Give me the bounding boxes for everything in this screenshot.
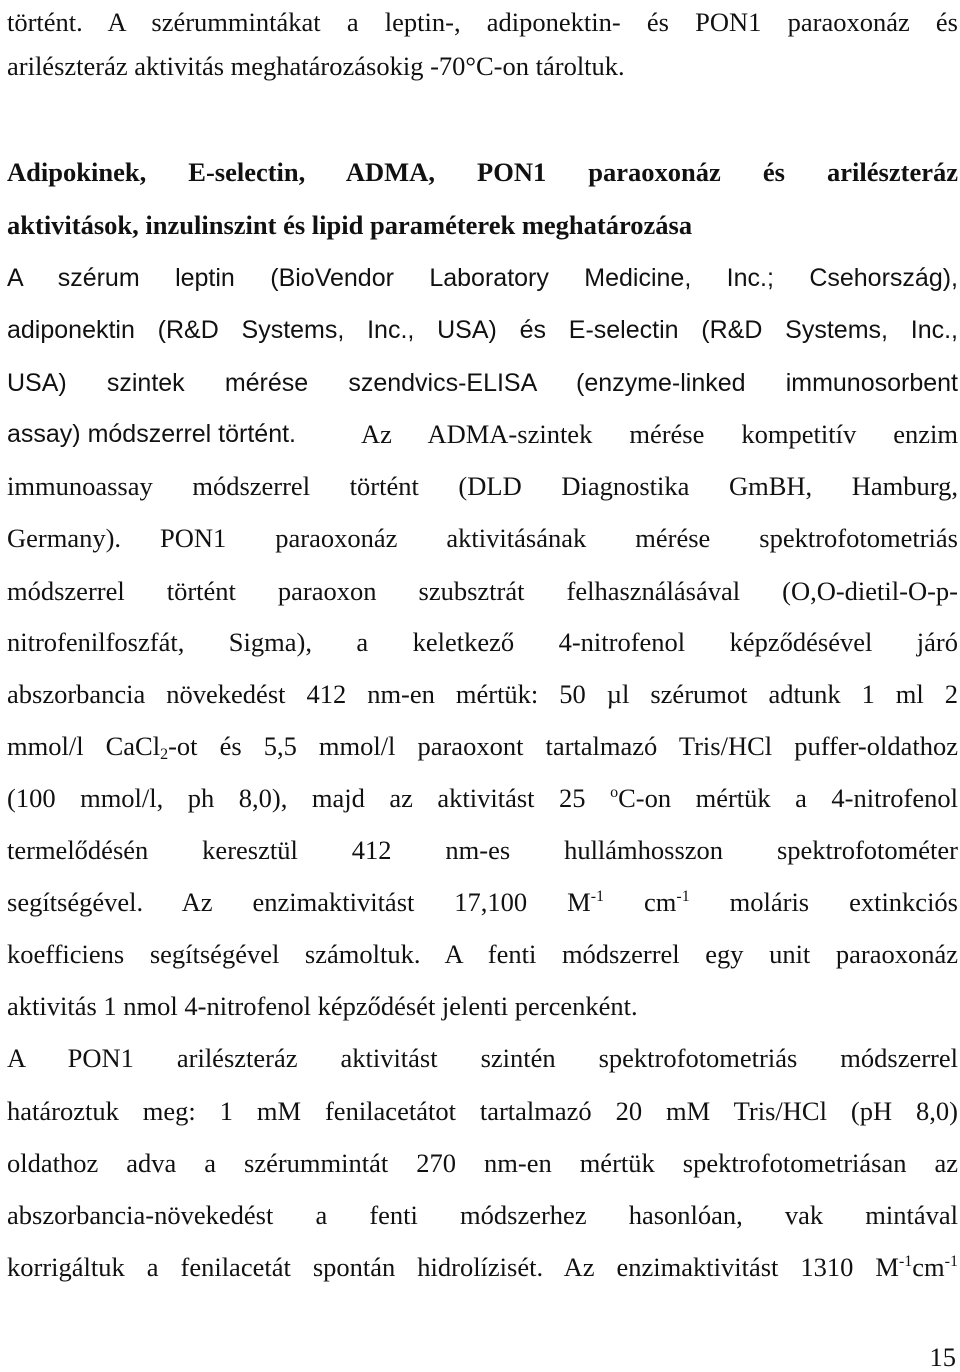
para1-line-4: assay) módszerrel történt.	[7, 420, 296, 448]
para3-line-6-end: C-on mértük a 4-nitrofenol	[618, 783, 959, 813]
superscript-minus-1-d: -1	[944, 1253, 958, 1270]
para3-line-5-end: -ot és 5,5 mmol/l paraoxont tartalmazó Tris/HCl puffer-oldathoz	[168, 731, 958, 761]
subscript-2: 2	[160, 746, 169, 763]
para1-line-3: USA) szintek mérése szendvics-ELISA (enzyme-linked immunosorbent	[7, 369, 958, 397]
para3-line-9: koefficiens segítségével számoltuk. A fenti módszerrel egy unit paraoxonáz	[7, 939, 958, 969]
para3-line-5-start: mmol/l CaCl	[7, 731, 161, 761]
para3-line-5	[7, 729, 958, 763]
para3-line-2: módszerrel történt paraoxon szubsztrát felhasználásával (O,O-dietil-O-p-	[7, 576, 958, 606]
para4-line-5-unit: cm	[912, 1252, 945, 1282]
para2-line-3: Germany).	[7, 523, 122, 553]
para3-line-6-start: (100 mmol/l, ph 8,0), majd az aktivitást 25	[7, 783, 611, 813]
page-number: 15	[929, 1342, 956, 1372]
para3-line-7: termelődésén keresztül 412 nm-es hullámhosszon spektrofotométer	[7, 835, 958, 865]
para4-line-5	[7, 1250, 958, 1284]
para3-line-8-mid: cm	[604, 887, 677, 917]
superscript-minus-1-c: -1	[898, 1253, 913, 1270]
degree-superscript: o	[610, 784, 619, 801]
intro-line-2: arilészteráz aktivitás meghatározásokig -70°C-on tároltuk.	[7, 51, 625, 81]
intro-line-1: történt. A szérummintákat a leptin-, adiponektin- és PON1 paraoxonáz és	[7, 7, 958, 37]
para3-line-8-start: segítségével. Az enzimaktivitást 17,100 M	[7, 887, 591, 917]
para3-line-8-end: moláris extinkciós	[689, 887, 958, 917]
para3-line-6	[7, 781, 958, 815]
para1-line-1: A szérum leptin (BioVendor Laboratory Medicine, Inc.; Csehország),	[7, 264, 958, 292]
para3-line-8	[7, 885, 958, 919]
para3-line-3: nitrofenilfoszfát, Sigma), a keletkező 4-nitrofenol képződésével járó	[7, 627, 958, 657]
para1-line-2: adiponektin (R&D Systems, Inc., USA) és E-selectin (R&D Systems, Inc.,	[7, 316, 958, 344]
para2-line-1: Az ADMA-szintek mérése kompetitív enzim	[361, 419, 958, 449]
para4-line-3: oldathoz adva a szérummintát 270 nm-en mértük spektrofotometriásan az	[7, 1148, 958, 1178]
para2-line-2: immunoassay módszerrel történt (DLD Diagnostika GmBH, Hamburg,	[7, 471, 958, 501]
superscript-minus-1-a: -1	[590, 888, 605, 905]
superscript-minus-1-b: -1	[676, 888, 690, 905]
para4-line-2: határoztuk meg: 1 mM fenilacetátot tartalmazó 20 mM Tris/HCl (pH 8,0)	[7, 1096, 958, 1126]
para4-line-1: A PON1 arilészteráz aktivitást szintén spektrofotometriás módszerrel	[7, 1043, 958, 1073]
para4-line-4: abszorbancia-növekedést a fenti módszerhez hasonlóan, vak mintával	[7, 1200, 958, 1230]
para3-line-4: abszorbancia növekedést 412 nm-en mértük: 50 µl szérumot adtunk 1 ml 2	[7, 679, 958, 709]
section-heading-line-2: aktivitások, inzulinszint és lipid paraméterek meghatározása	[7, 210, 693, 240]
section-heading-line-1: Adipokinek, E-selectin, ADMA, PON1 paraoxonáz és arilészteráz	[7, 157, 958, 187]
para3-line-1: PON1 paraoxonáz aktivitásának mérése spektrofotometriás	[160, 523, 958, 553]
para4-line-5-start: korrigáltuk a fenilacetát spontán hidrolízisét. Az enzimaktivitást 1310 M	[7, 1252, 899, 1282]
para3-line-10: aktivitás 1 nmol 4-nitrofenol képződését jelenti percenként.	[7, 991, 638, 1021]
